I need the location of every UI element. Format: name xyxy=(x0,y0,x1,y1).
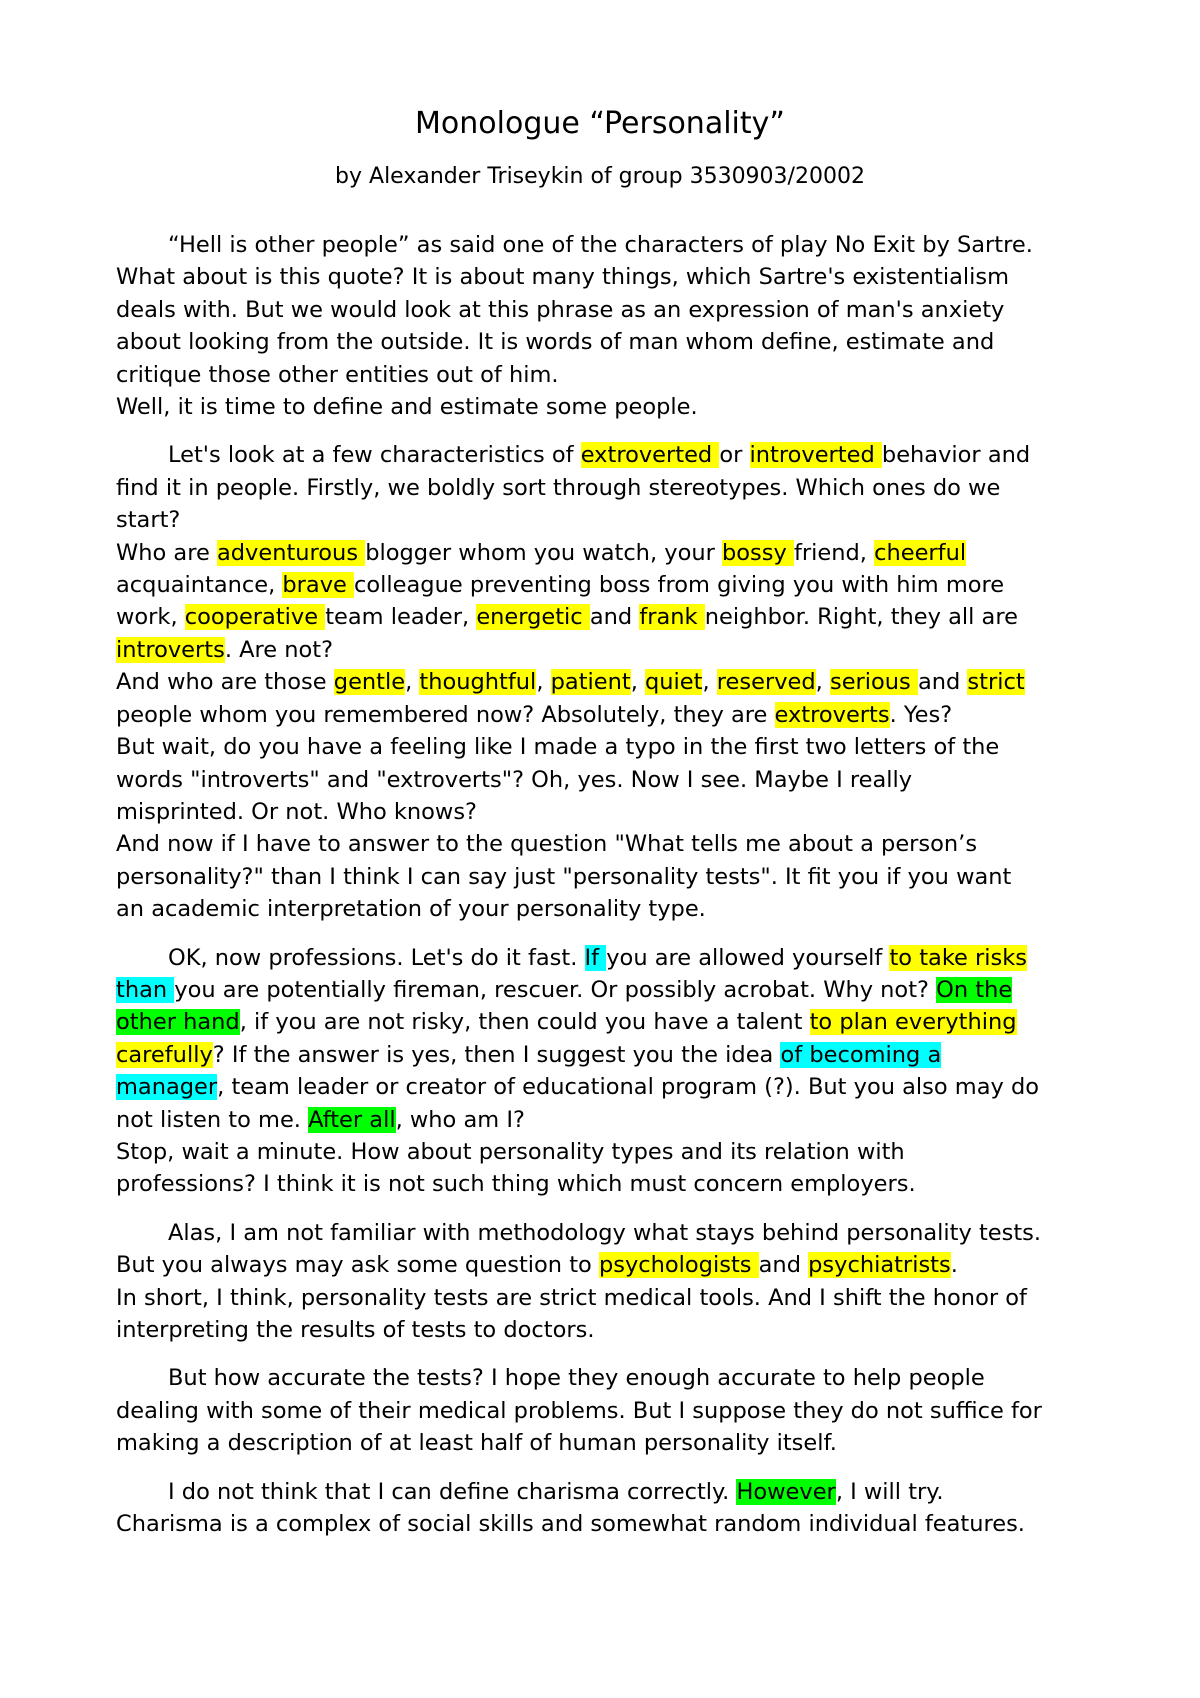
text-run: , xyxy=(702,669,717,696)
text-line xyxy=(116,1136,1126,1168)
text-run: ? If the answer is yes, then I suggest you the idea xyxy=(212,1041,781,1068)
text-line xyxy=(116,1039,1126,1071)
highlight-psychologists: psychologists xyxy=(598,1252,759,1279)
highlight-bossy: bossy xyxy=(722,539,794,566)
text-line xyxy=(116,731,1126,763)
text-run: In short, I think, personality tests are strict medical tools. And I shift the honor of xyxy=(116,1284,1027,1311)
text-run: OK, now professions. Let's do it fast. xyxy=(168,944,585,971)
highlight-to-take-risks: to take risks xyxy=(889,944,1028,971)
text-run: , xyxy=(630,669,646,696)
highlight-thoughtful: thoughtful xyxy=(419,669,537,696)
text-line xyxy=(116,1168,1126,1200)
text-run: personality?" than I think I can say just "personality tests". It fit you if you want xyxy=(116,863,1012,890)
text-line xyxy=(116,439,1126,471)
text-run: . Yes? xyxy=(889,701,953,728)
text-line xyxy=(116,1006,1126,1038)
text-run: an academic interpretation of your personality type. xyxy=(116,896,706,923)
text-run: you are potentially fireman, rescuer. Or possibly acrobat. Why not? xyxy=(174,976,937,1003)
highlight-to-plan-everything: to plan everything xyxy=(809,1009,1017,1036)
paragraph-professions xyxy=(116,942,1126,1201)
text-run: critique those other entities out of him. xyxy=(116,361,559,388)
text-run: blogger whom you watch, your xyxy=(365,539,722,566)
paragraph-stereotypes xyxy=(116,439,1126,925)
text-line xyxy=(116,634,1126,666)
text-run: , who am I? xyxy=(395,1106,525,1133)
text-run: and xyxy=(758,1252,809,1279)
text-line xyxy=(116,1476,1126,1508)
highlight-brave: brave xyxy=(282,572,355,599)
text-run: work, xyxy=(116,604,185,631)
text-line xyxy=(116,229,1126,261)
text-run: Let's look at a few characteristics of xyxy=(168,442,581,469)
text-line xyxy=(116,796,1126,828)
text-run: Who are xyxy=(116,539,217,566)
text-run: But you always may ask some question to xyxy=(116,1252,599,1279)
highlight-frank: frank xyxy=(639,604,705,631)
highlight-energetic: energetic xyxy=(476,604,590,631)
text-run: , team leader or creator of educational program (?). But you also may do xyxy=(217,1074,1040,1101)
text-run: behavior and xyxy=(881,442,1031,469)
text-line xyxy=(116,1395,1126,1427)
text-run: I do not think that I can define charisma correctly. xyxy=(168,1478,737,1505)
text-run: And who are those xyxy=(116,669,334,696)
text-run: making a description of at least half of human personality itself. xyxy=(116,1430,837,1457)
text-run: friend, xyxy=(793,539,875,566)
text-run: And now if I have to answer to the question "What tells me about a person’s xyxy=(116,831,978,858)
highlight-extroverts: extroverts xyxy=(774,701,890,728)
highlight-introverted: introverted xyxy=(749,442,882,469)
text-line xyxy=(116,699,1126,731)
text-line xyxy=(116,359,1126,391)
text-run: and xyxy=(917,669,968,696)
author-byline: by Alexander Triseykin of group 3530903/20002 xyxy=(335,164,865,189)
text-run: . xyxy=(950,1252,958,1279)
text-run: professions? I think it is not such thing which must concern employers. xyxy=(116,1171,916,1198)
text-line xyxy=(116,391,1126,423)
highlight-however: However xyxy=(736,1478,836,1505)
highlight-psychiatrists: psychiatrists xyxy=(808,1252,951,1279)
highlight-adventurous: adventurous xyxy=(216,539,366,566)
text-run: Stop, wait a minute. How about personality types and its relation with xyxy=(116,1138,905,1165)
text-line xyxy=(116,828,1126,860)
text-run: But wait, do you have a feeling like I made a typo in the first two letters of the xyxy=(116,734,1000,761)
document-title: Monologue “Personality” xyxy=(415,106,785,141)
text-line xyxy=(116,1217,1126,1249)
highlight-gentle: gentle xyxy=(333,669,406,696)
text-run: But how accurate the tests? I hope they enough accurate to help people xyxy=(168,1365,985,1392)
highlight-manager: manager xyxy=(116,1074,218,1101)
text-run: Alas, I am not familiar with methodology what stays behind personality tests. xyxy=(168,1219,1042,1246)
text-run: colleague preventing boss from giving you with him more xyxy=(354,572,1005,599)
text-run: , xyxy=(405,669,420,696)
text-line xyxy=(116,601,1126,633)
text-run: Charisma is a complex of social skills and somewhat random individual features. xyxy=(116,1511,1025,1538)
text-run: and xyxy=(589,604,640,631)
text-run: . Are not? xyxy=(224,636,334,663)
highlight-extroverted: extroverted xyxy=(580,442,720,469)
text-run: deals with. But we would look at this phrase as an expression of man's anxiety xyxy=(116,296,1005,323)
text-run: neighbor. Right, they all are xyxy=(704,604,1018,631)
text-run: , xyxy=(536,669,551,696)
text-run: you are allowed yourself xyxy=(606,944,890,971)
text-line xyxy=(116,504,1126,536)
text-line xyxy=(116,1071,1126,1103)
text-line xyxy=(116,1282,1126,1314)
text-line xyxy=(116,1314,1126,1346)
highlight-quiet: quiet xyxy=(645,669,703,696)
highlight-patient: patient xyxy=(550,669,631,696)
highlight-of-becoming-a: of becoming a xyxy=(780,1041,942,1068)
highlight-cheerful: cheerful xyxy=(874,539,967,566)
document-body xyxy=(116,229,1126,1556)
text-run: What about is this quote? It is about many things, which Sartre's existentialism xyxy=(116,264,1010,291)
text-line xyxy=(116,764,1126,796)
text-run: start? xyxy=(116,507,181,534)
text-run: not listen to me. xyxy=(116,1106,309,1133)
highlight-introverts: introverts xyxy=(116,636,225,663)
text-line xyxy=(116,1104,1126,1136)
highlight-other-hand: other hand xyxy=(116,1009,240,1036)
highlight-than: than xyxy=(116,976,175,1003)
text-line xyxy=(116,1249,1126,1281)
text-run: misprinted. Or not. Who knows? xyxy=(116,798,477,825)
text-run: interpreting the results of tests to doctors. xyxy=(116,1317,595,1343)
highlight-on-the: On the xyxy=(936,976,1013,1003)
text-line xyxy=(116,1508,1126,1540)
highlight-cooperative: cooperative xyxy=(184,604,326,631)
text-run: words "introverts" and "extroverts"? Oh, yes. Now I see. Maybe I really xyxy=(116,766,913,793)
highlight-if: If xyxy=(584,944,607,971)
paragraph-intro xyxy=(116,229,1126,423)
text-line xyxy=(116,666,1126,698)
text-line xyxy=(116,326,1126,358)
text-line xyxy=(116,569,1126,601)
text-run: “Hell is other people” as said one of the characters of play No Exit by Sartre. xyxy=(168,232,1033,258)
highlight-reserved: reserved xyxy=(716,669,816,696)
text-run: people whom you remembered now? Absolutely, they are xyxy=(116,701,775,728)
text-run: or xyxy=(719,442,750,469)
text-line xyxy=(116,294,1126,326)
highlight-after-all: After all xyxy=(308,1106,396,1133)
text-run: find it in people. Firstly, we boldly sort through stereotypes. Which ones do we xyxy=(116,474,1001,501)
text-line xyxy=(116,472,1126,504)
text-run: acquaintance, xyxy=(116,572,283,599)
text-run: team leader, xyxy=(325,604,477,631)
highlight-strict: strict xyxy=(967,669,1025,696)
text-line xyxy=(116,1427,1126,1459)
text-line xyxy=(116,942,1126,974)
paragraph-charisma xyxy=(116,1476,1126,1541)
text-line xyxy=(116,537,1126,569)
text-line xyxy=(116,893,1126,925)
highlight-carefully: carefully xyxy=(116,1041,213,1068)
paragraph-methodology xyxy=(116,1217,1126,1347)
text-line xyxy=(116,974,1126,1006)
text-run: , xyxy=(815,669,830,696)
highlight-serious: serious xyxy=(829,669,918,696)
text-run: , if you are not risky, then could you have a talent xyxy=(239,1009,810,1036)
text-run: , I will try. xyxy=(835,1478,944,1505)
text-line xyxy=(116,261,1126,293)
paragraph-accuracy xyxy=(116,1362,1126,1459)
text-line xyxy=(116,861,1126,893)
text-line xyxy=(116,1362,1126,1394)
text-run: dealing with some of their medical problems. But I suppose they do not suffice for xyxy=(116,1397,1042,1424)
text-run: Well, it is time to define and estimate some people. xyxy=(116,394,698,421)
text-run: about looking from the outside. It is words of man whom define, estimate and xyxy=(116,329,995,356)
